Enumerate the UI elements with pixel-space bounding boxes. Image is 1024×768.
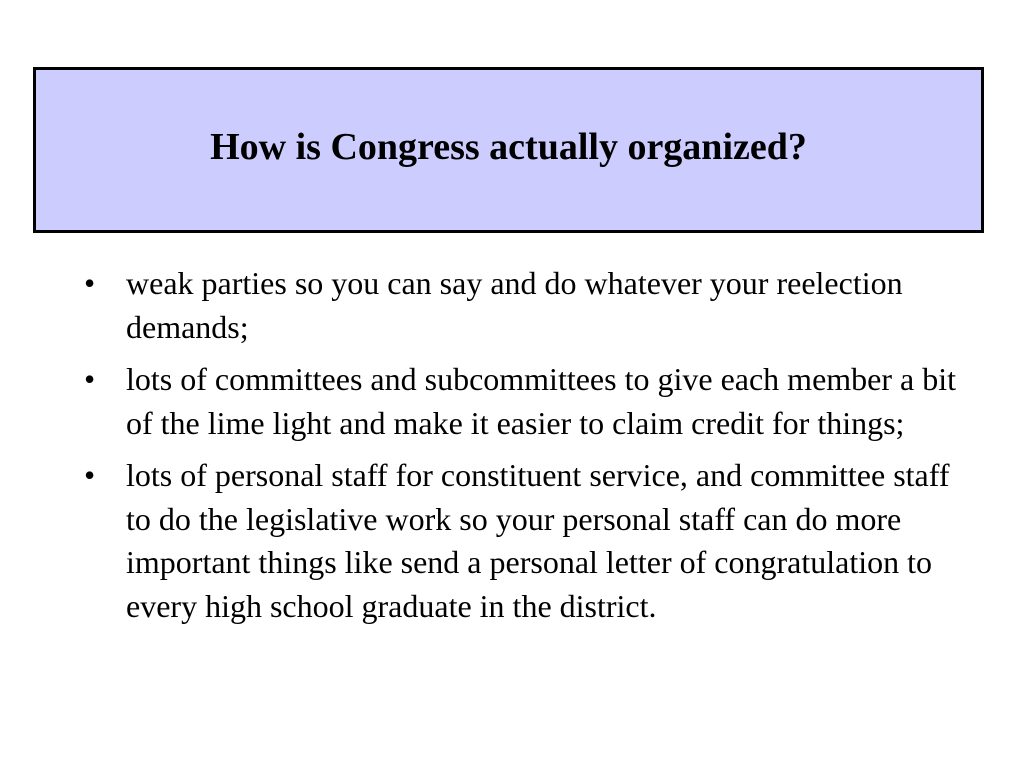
bullet-text: lots of committees and subcommittees to give each member a bit of the lime light and make it easier to claim credit for things; xyxy=(126,361,956,441)
title-box xyxy=(33,67,984,233)
bullet-text: lots of personal staff for constituent service, and committee staff to do the legislative work so your personal staff can do more important things like send a personal letter of congratulation to every high school graduate in the district. xyxy=(126,457,950,624)
bullet-text: weak parties so you can say and do whatever your reelection demands; xyxy=(126,265,903,345)
bullet-item xyxy=(84,262,964,349)
bullet-item xyxy=(84,358,964,445)
bullet-marker-icon: • xyxy=(84,361,96,397)
bullet-item xyxy=(84,454,964,628)
bullet-marker-icon: • xyxy=(84,265,96,301)
bullet-marker-icon: • xyxy=(84,457,96,493)
slide-title: How is Congress actually organized? xyxy=(210,126,807,168)
bullet-list xyxy=(84,262,964,637)
